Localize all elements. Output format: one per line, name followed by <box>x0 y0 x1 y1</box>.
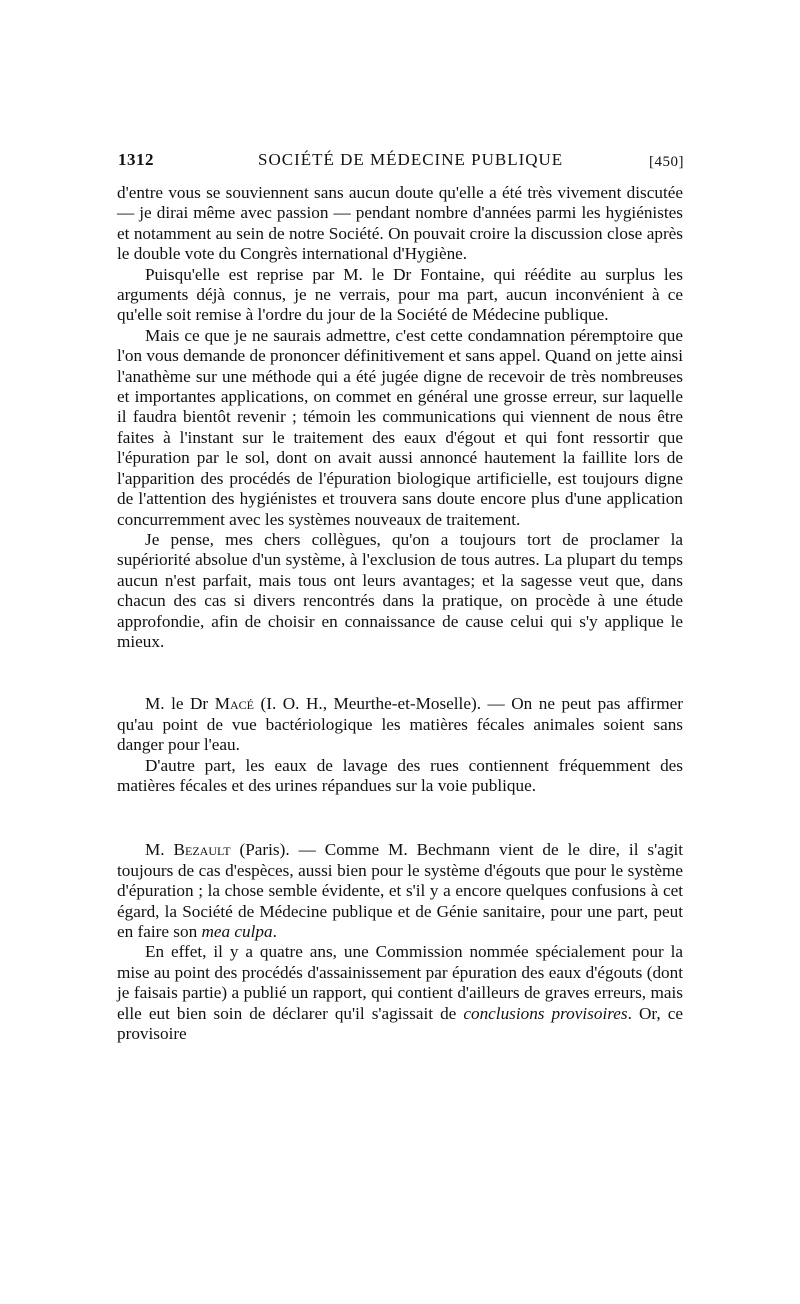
paragraph: d'entre vous se souviennent sans aucun doute qu'elle a été très vivement discutée — je dirai même avec passion — pendant nombre d'années parmi les hygiénistes et notamment au sein de notre Société. On pouvait croire la discussion close après le double vote du Congrès international d'Hygiène. <box>117 183 683 264</box>
speech-end: . <box>272 922 277 941</box>
speaker-prefix: M. le Dr <box>145 694 215 714</box>
paragraph <box>117 942 683 1044</box>
speech-end: . Or, ce provisoire <box>117 1003 683 1044</box>
page-number: 1312 <box>118 150 154 169</box>
speaker-prefix: M. <box>145 840 174 860</box>
bracket-page-number: [450] <box>649 154 684 170</box>
speech-text: (I. O. H., Meurthe-et-Moselle). — On ne peut pas affirmer qu'au point de vue bactériologique les matières fécales animales soient sans danger pour l'eau. <box>117 694 683 755</box>
speech-text: (Paris). — Comme M. Bechmann vient de le dire, il s'agit toujours de cas d'espèces, aussi bien pour le système d'égouts que pour le système d'épuration ; la chose semble évidente, et s'il y a encore quelques confusions à cet égard, la Société de Médecine publique et de Génie sanitaire, pour une part, peut en faire son <box>117 840 683 941</box>
speech-text: En effet, il y a quatre ans, une Commission nommée spécialement pour la mise au point des procédés d'assainissement par épuration des eaux d'égouts (dont je faisais partie) a publié un rapport, qui contient d'ailleurs de graves erreurs, mais elle eut bien soin de déclarer qu'il s'agissait de <box>117 942 683 1023</box>
speaker-paragraph-mace <box>117 694 683 755</box>
body-text <box>117 183 683 1044</box>
section-gap <box>117 652 683 694</box>
paragraph: Mais ce que je ne saurais admettre, c'est cette condamnation péremptoire que l'on vous demande de prononcer définitivement et sans appel. Quand on jette ainsi l'anathème sur une méthode qui a été jugée digne de recevoir de très nombreuses et importantes applications, on commet en général une grosse erreur, sur laquelle il faudra bientôt revenir ; témoin les communications qui viennent de nous être faites à l'instant sur le traitement des eaux d'égout et qui font ressortir que l'épuration par le sol, dont on avait aussi annoncé hautement la faillite lors de l'apparition des procédés de l'épuration biologique artificielle, est toujours digne de l'attention des hygiénistes et trouvera sans doute encore plus d'une application concurremment avec les systèmes nouveaux de traitement. <box>117 325 683 529</box>
paragraph: Puisqu'elle est reprise par M. le Dr Fontaine, qui réédite au surplus les arguments déjà connus, je ne verrais, pour ma part, aucun inconvénient à ce qu'elle soit remise à l'ordre du jour de la Société de Médecine publique. <box>117 264 683 325</box>
running-header <box>118 150 684 174</box>
italic-phrase: mea culpa <box>201 922 273 941</box>
speaker-paragraph-bezault <box>117 840 683 942</box>
paragraph: D'autre part, les eaux de lavage des rues contiennent fréquemment des matières fécales et des urines répandues sur la voie publique. <box>117 755 683 795</box>
paragraph: Je pense, mes chers collègues, qu'on a toujours tort de proclamer la supériorité absolue d'un système, à l'exclusion de tous autres. La plupart du temps aucun n'est parfait, mais tous ont leurs avantages; et la sagesse veut que, dans chacun des cas si divers rencontrés dans la pratique, on procède à une étude approfondie, afin de choisir en connaissance de cause celui qui s'y applique le mieux. <box>117 529 683 651</box>
speaker-name: Bezault <box>173 840 231 860</box>
section-gap <box>117 796 683 840</box>
italic-phrase: conclusions provisoires <box>463 1003 628 1023</box>
running-title: SOCIÉTÉ DE MÉDECINE PUBLIQUE <box>258 150 564 169</box>
speaker-name: Macé <box>214 694 254 714</box>
